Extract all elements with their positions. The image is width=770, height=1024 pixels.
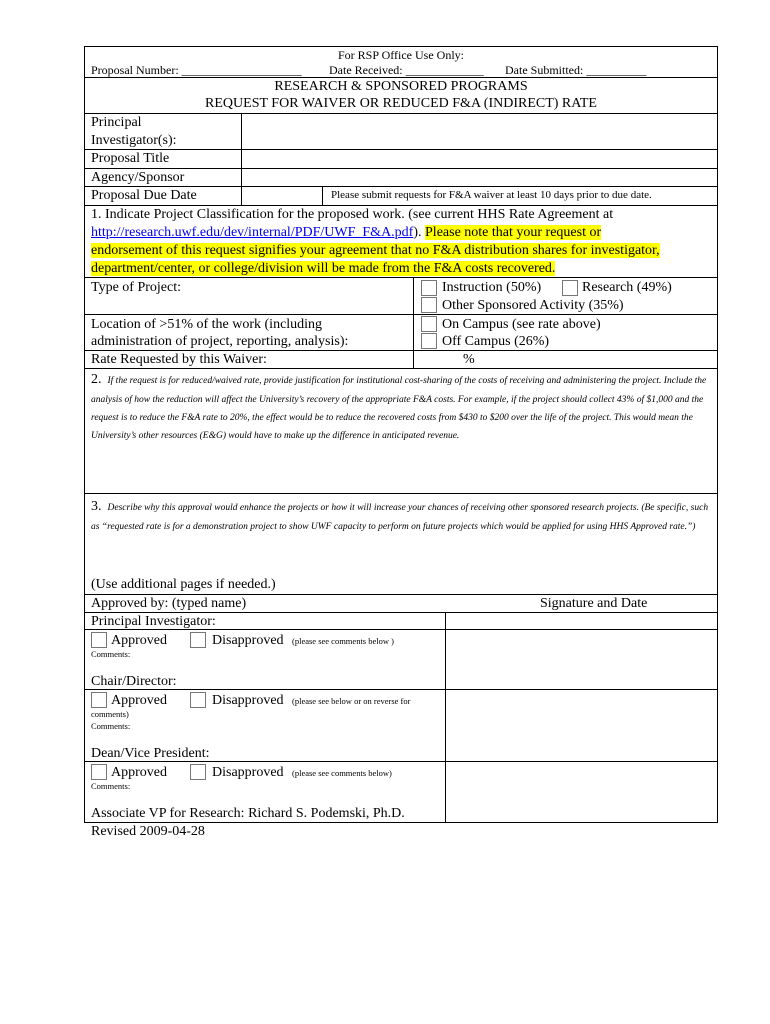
pi-input[interactable]	[243, 115, 715, 148]
chair-approved-checkbox[interactable]	[91, 692, 107, 708]
due-date-input[interactable]	[243, 188, 321, 204]
other-sponsored-option-label: Other Sponsored Activity (35%)	[442, 298, 624, 313]
section1-link-suffix: ).	[413, 225, 422, 240]
rate-requested-input[interactable]	[415, 352, 460, 367]
section2-instructions: If the request is for reduced/waived rate, provide justification for institutional cost-sharing of the costs of receiving and administering the project. Include the analysis of how the reduction will affect the University’s recovery of the appropriate F&A costs. For example, if the project should collect 43% of $1,000 and the request is to reduce the F&A rate to 20%, the effect would be to reduce the recovered costs from $430 to $200 over the life of the project. This would mean the University’s other resources (E&G) would have to make up the difference in anticipated revenue.	[91, 376, 707, 441]
section1-notice-line3: department/center, or college/division will be made from the F&A costs recovered.	[91, 261, 556, 276]
form-title-line1: RESEARCH & SPONSORED PROGRAMS	[274, 79, 528, 94]
revision-date: Revised 2009-04-28	[91, 824, 205, 839]
associate-vp-line: Associate VP for Research: Richard S. Podemski, Ph.D.	[91, 806, 405, 821]
section1-intro: 1. Indicate Project Classification for the proposed work. (see current HHS Rate Agreement at	[91, 207, 614, 222]
section3-response-area[interactable]	[86, 542, 716, 576]
proposal-title-input[interactable]	[243, 151, 715, 167]
rate-percent-sign: %	[463, 352, 475, 367]
form-title-line2: REQUEST FOR WAIVER OR REDUCED F&A (INDIRECT) RATE	[205, 96, 597, 111]
instruction-checkbox[interactable]	[421, 280, 437, 296]
date-submitted-field[interactable]: Date Submitted: __________	[505, 63, 647, 77]
chair-disapproved-checkbox[interactable]	[190, 692, 206, 708]
location-label-line2: administration of project, reporting, analysis):	[91, 334, 349, 349]
research-checkbox[interactable]	[562, 280, 578, 296]
hhs-rate-agreement-link[interactable]: http://research.uwf.edu/dev/internal/PDF/UWF_F&A.pdf	[91, 225, 414, 240]
chair-approval-heading: Chair/Director:	[91, 674, 177, 689]
chair-signature-area[interactable]	[447, 691, 715, 760]
off-campus-checkbox[interactable]	[421, 333, 437, 349]
pi-label-line1: Principal	[91, 115, 142, 130]
due-date-label: Proposal Due Date	[91, 188, 197, 203]
location-label-line1: Location of >51% of the work (including	[91, 317, 323, 332]
section1-notice-line2-wrap	[91, 242, 660, 260]
section3-number: 3.	[91, 499, 102, 514]
section1-notice-line3-wrap	[91, 260, 555, 278]
pi-disapproved-label: Disapproved	[212, 633, 284, 648]
chair-disapproved-label: Disapproved	[212, 693, 284, 708]
pi-signature-area[interactable]	[447, 631, 715, 688]
approved-by-label: Approved by: (typed name)	[91, 596, 247, 611]
section1-notice-line1: Please note that your request or	[425, 225, 602, 240]
office-use-heading: For RSP Office Use Only:	[338, 48, 464, 62]
section1-notice-line2: endorsement of this request signifies your agreement that no F&A distribution shares for investigator,	[91, 243, 660, 258]
date-received-field[interactable]: Date Received: _____________	[329, 63, 484, 77]
pi-comments-label: Comments:	[91, 649, 131, 659]
agency-sponsor-label: Agency/Sponsor	[91, 170, 185, 185]
research-option-label: Research (49%)	[582, 280, 672, 295]
dean-approval-heading: Dean/Vice President:	[91, 746, 210, 761]
dean-disapproved-label: Disapproved	[212, 765, 284, 780]
pi-label-line2: Investigator(s):	[91, 133, 177, 148]
chair-approved-label: Approved	[111, 693, 167, 708]
pi-approved-label: Approved	[111, 633, 167, 648]
dean-approved-checkbox[interactable]	[91, 764, 107, 780]
pi-approved-checkbox[interactable]	[91, 632, 107, 648]
section3-instructions: Describe why this approval would enhance the projects or how it will increase your chances of receiving other sponsored research projects. (Be specific, such as “requested rate is for a demonstration project to show UWF capacity to perform on future projects which would be applied for using HHS Approved rate.”)	[91, 503, 709, 532]
rule-signature-divider	[445, 612, 446, 823]
chair-disapproved-note-cont: comments)	[91, 709, 129, 719]
dean-signature-area[interactable]	[447, 763, 715, 821]
on-campus-checkbox[interactable]	[421, 316, 437, 332]
section1-link-line	[91, 224, 601, 242]
rate-requested-label: Rate Requested by this Waiver:	[91, 352, 267, 367]
rule-title-bottom	[84, 113, 718, 114]
rule-due-note-divider	[322, 186, 323, 206]
on-campus-option-label: On Campus (see rate above)	[442, 317, 601, 332]
chair-comments-label: Comments:	[91, 721, 131, 731]
section3-block	[91, 497, 713, 534]
rule-right	[717, 46, 718, 823]
off-campus-option-label: Off Campus (26%)	[442, 334, 550, 349]
rule-top	[84, 46, 718, 47]
rule-chair-top	[84, 689, 718, 690]
additional-pages-note: (Use additional pages if needed.)	[91, 577, 276, 592]
rule-section3-top	[84, 493, 718, 494]
section2-block	[91, 370, 713, 443]
signature-date-label: Signature and Date	[540, 596, 648, 611]
type-of-project-label: Type of Project:	[91, 280, 181, 295]
rule-type-divider	[413, 277, 414, 369]
dean-disapproved-checkbox[interactable]	[190, 764, 206, 780]
rule-left	[84, 46, 85, 823]
instruction-option-label: Instruction (50%)	[442, 280, 542, 295]
section2-response-area[interactable]	[86, 445, 716, 491]
dean-comments-label: Comments:	[91, 781, 131, 791]
chair-disapproved-note: (please see below or on reverse for	[292, 696, 411, 706]
dean-approved-label: Approved	[111, 765, 167, 780]
rule-pi-bottom	[84, 149, 718, 150]
pi-approval-heading: Principal Investigator:	[91, 614, 216, 629]
pi-disapproved-note: (please see comments below )	[292, 636, 394, 646]
proposal-number-field[interactable]: Proposal Number: ____________________	[91, 63, 302, 77]
due-date-note: Please submit requests for F&A waiver at least 10 days prior to due date.	[331, 189, 652, 201]
proposal-title-label: Proposal Title	[91, 151, 170, 166]
agency-sponsor-input[interactable]	[243, 170, 715, 185]
other-sponsored-checkbox[interactable]	[421, 297, 437, 313]
rule-field-divider	[241, 113, 242, 206]
dean-disapproved-note: (please see comments below)	[292, 768, 392, 778]
pi-disapproved-checkbox[interactable]	[190, 632, 206, 648]
section2-number: 2.	[91, 372, 102, 387]
